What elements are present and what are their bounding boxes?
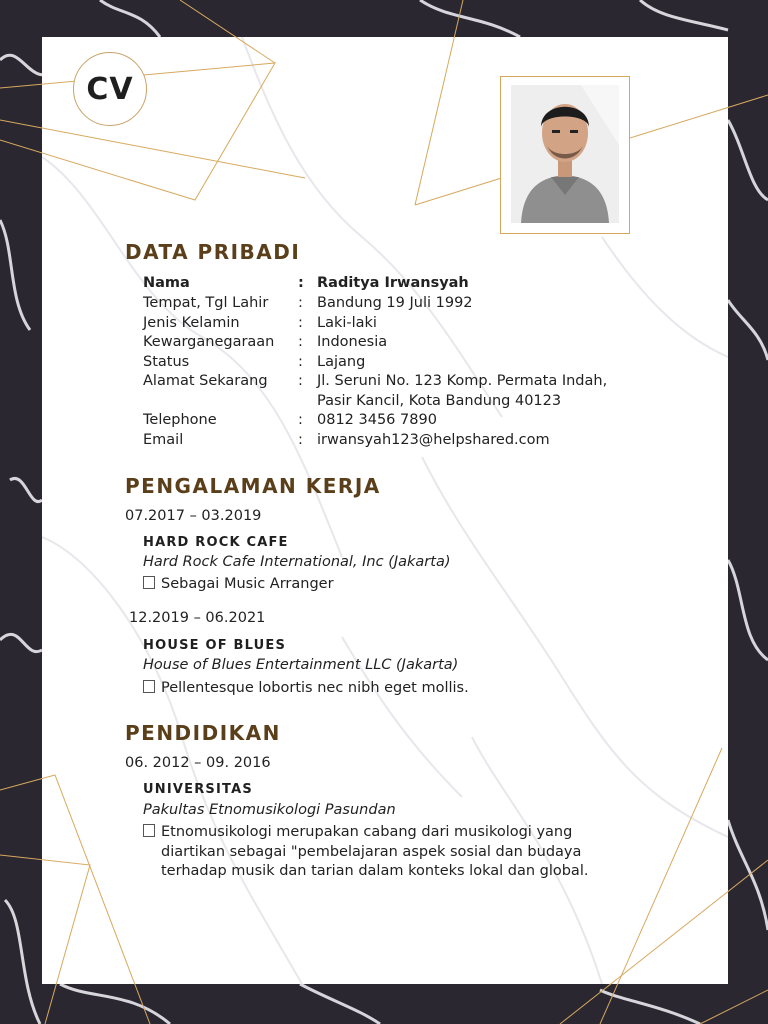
education-bullet xyxy=(143,824,161,840)
row-separator: : xyxy=(298,412,303,428)
section-title-work-experience: PENGALAMAN KERJA xyxy=(125,474,381,498)
personal-row-email xyxy=(143,432,550,448)
job-organization: Hard Rock Cafe International, Inc (Jakarta) xyxy=(143,554,451,570)
job-company: HOUSE OF BLUES xyxy=(143,638,287,653)
job-company: HARD ROCK CAFE xyxy=(143,535,289,550)
row-value: Raditya Irwansyah xyxy=(317,275,469,291)
job-bullet-text: Pellentesque lobortis nec nibh eget mollis. xyxy=(161,680,469,696)
job-bullet xyxy=(143,680,469,696)
row-label: Email xyxy=(143,432,184,448)
row-separator: : xyxy=(298,295,303,311)
personal-row-address xyxy=(143,373,607,389)
row-value: Laki-laki xyxy=(317,315,377,331)
row-label: Status xyxy=(143,354,190,370)
personal-row-name xyxy=(143,275,469,291)
row-label: Kewarganegaraan xyxy=(143,334,275,350)
education-period: 06. 2012 – 09. 2016 xyxy=(125,755,271,771)
cv-badge: CV xyxy=(73,52,147,126)
job-bullet xyxy=(143,576,334,592)
education-description-line: terhadap musik dan tarian dalam konteks lokal dan global. xyxy=(161,863,589,879)
row-label: Jenis Kelamin xyxy=(143,315,240,331)
row-label: Tempat, Tgl Lahir xyxy=(143,295,269,311)
personal-row-birth xyxy=(143,295,473,311)
bullet-box-icon xyxy=(143,680,155,693)
row-separator: : xyxy=(298,275,304,291)
bullet-box-icon xyxy=(143,576,155,589)
profile-photo-frame xyxy=(500,76,630,234)
row-separator: : xyxy=(298,432,303,448)
bullet-box-icon xyxy=(143,824,155,837)
education-description-line: diartikan sebagai "pembelajaran aspek sosial dan budaya xyxy=(161,843,582,860)
personal-row-nationality xyxy=(143,334,387,350)
row-label: Telephone xyxy=(143,412,217,428)
row-separator: : xyxy=(298,373,303,389)
job-organization: House of Blues Entertainment LLC (Jakarta) xyxy=(143,657,459,673)
job-period: 07.2017 – 03.2019 xyxy=(125,508,262,524)
job-period: 12.2019 – 06.2021 xyxy=(129,610,266,626)
section-title-education: PENDIDIKAN xyxy=(125,721,281,745)
personal-row-gender xyxy=(143,315,377,331)
row-value: Jl. Seruni No. 123 Komp. Permata Indah, xyxy=(317,373,608,389)
section-title-personal-data: DATA PRIBADI xyxy=(125,240,301,264)
education-description-line: Etnomusikologi merupakan cabang dari musikologi yang xyxy=(161,824,573,840)
row-separator: : xyxy=(298,354,303,370)
education-school: UNIVERSITAS xyxy=(143,782,253,797)
row-value: Lajang xyxy=(317,354,366,370)
row-label: Nama xyxy=(143,275,190,291)
row-value: Bandung 19 Juli 1992 xyxy=(317,295,473,311)
personal-row-telephone xyxy=(143,412,437,428)
row-value: irwansyah123@helpshared.com xyxy=(317,432,550,448)
row-separator: : xyxy=(298,334,303,350)
row-value: 0812 3456 7890 xyxy=(317,412,437,428)
personal-row-address-line2: Pasir Kancil, Kota Bandung 40123 xyxy=(317,393,562,409)
personal-row-status xyxy=(143,354,365,370)
row-separator: : xyxy=(298,315,303,331)
profile-photo xyxy=(511,85,619,223)
row-label: Alamat Sekarang xyxy=(143,373,268,389)
job-bullet-text: Sebagai Music Arranger xyxy=(161,576,334,592)
education-faculty: Pakultas Etnomusikologi Pasundan xyxy=(143,802,396,818)
education-description xyxy=(161,823,588,882)
row-value: Indonesia xyxy=(317,334,388,350)
